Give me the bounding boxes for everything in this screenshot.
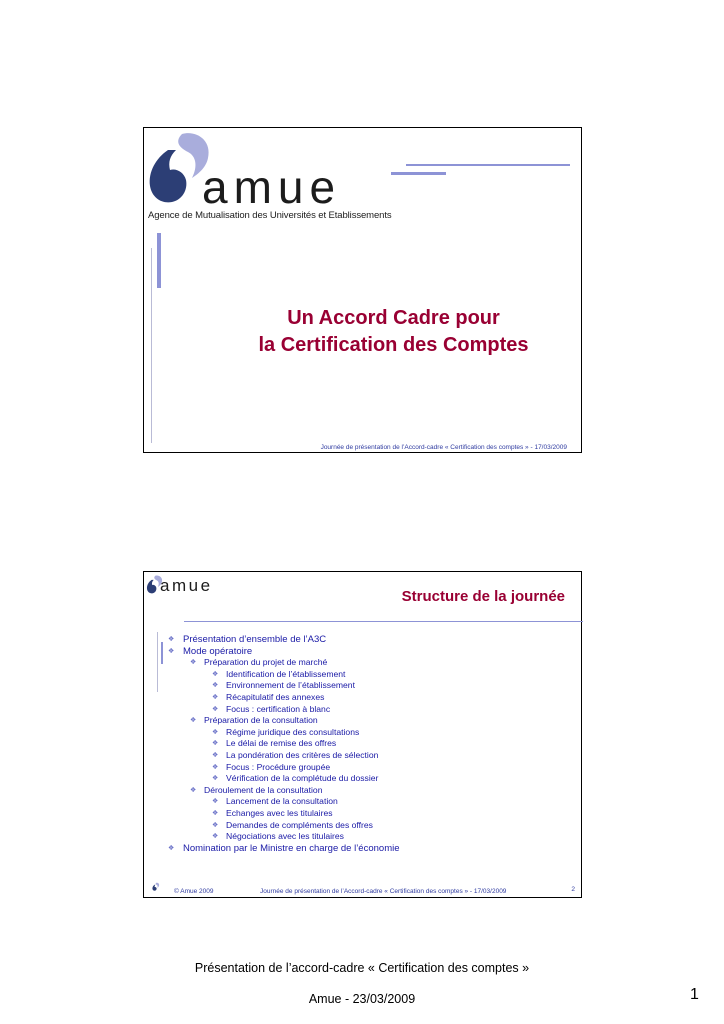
bullet-icon: ❖ bbox=[190, 786, 197, 794]
logo-wordmark: amue bbox=[160, 576, 213, 595]
outline-item-text: Présentation d’ensemble de l’A3C bbox=[183, 634, 327, 645]
bullet-icon: ❖ bbox=[168, 636, 175, 643]
outline-item-level-3 bbox=[166, 831, 400, 843]
outline-item-level-1 bbox=[166, 843, 400, 855]
bullet-icon: ❖ bbox=[212, 763, 219, 771]
bullet-icon: ❖ bbox=[212, 682, 219, 690]
outline-item-level-3 bbox=[166, 727, 400, 739]
outline-item-text: Echanges avec les titulaires bbox=[226, 807, 333, 818]
bullet-icon: ❖ bbox=[212, 751, 219, 759]
outline-item-text: Environnement de l’établissement bbox=[226, 680, 355, 691]
bullet-icon: ❖ bbox=[212, 705, 219, 713]
outline-item-text: Négociations avec les titulaires bbox=[226, 831, 344, 842]
outline-item-text: Identification de l’établissement bbox=[226, 668, 346, 679]
outline-item-text: Lancement de la consultation bbox=[226, 796, 338, 807]
slide-1-footer: Journée de présentation de l’Accord-cadre « Certification des comptes » - 17/03/2009 bbox=[320, 444, 567, 451]
bullet-icon: ❖ bbox=[212, 833, 219, 841]
bullet-icon: ❖ bbox=[212, 775, 219, 783]
outline-item-level-2 bbox=[166, 715, 400, 727]
outline-item-level-2 bbox=[166, 785, 400, 797]
outline-item-text: Demandes de compléments des offres bbox=[226, 819, 373, 830]
bullet-icon: ❖ bbox=[190, 659, 197, 667]
decor-line-vertical-thick bbox=[157, 233, 161, 288]
agenda-outline bbox=[166, 634, 400, 854]
outline-item-text: Vérification de la complétude du dossier bbox=[226, 773, 379, 784]
bullet-icon: ❖ bbox=[212, 728, 219, 736]
outline-item-text: Préparation du projet de marché bbox=[204, 657, 328, 668]
decor-line-vertical-thin bbox=[151, 248, 152, 443]
decor-line-top-short bbox=[391, 172, 446, 175]
slide-1-title-line-1: Un Accord Cadre pour bbox=[287, 307, 500, 329]
outline-item-level-3 bbox=[166, 808, 400, 820]
bullet-icon: ❖ bbox=[212, 693, 219, 701]
slide-1-title-line-2: la Certification des Comptes bbox=[258, 334, 529, 356]
decor-line-top bbox=[406, 164, 570, 166]
outline-item-level-1 bbox=[166, 634, 400, 646]
bullet-icon: ❖ bbox=[212, 809, 219, 817]
outline-item-text: Régime juridique des consultations bbox=[226, 726, 360, 737]
outline-item-text: Préparation de la consultation bbox=[204, 715, 318, 726]
outline-item-level-3 bbox=[166, 680, 400, 692]
outline-item-level-3 bbox=[166, 796, 400, 808]
slide-2-footer-copyright: © Amue 2009 bbox=[174, 888, 214, 895]
amue-logo-mark-small-icon bbox=[152, 882, 160, 892]
slide-2-title: Structure de la journée bbox=[401, 588, 565, 605]
page-footer-title: Présentation de l’accord-cadre « Certification des comptes » bbox=[194, 961, 530, 975]
outline-item-level-3 bbox=[166, 750, 400, 762]
outline-item-text: Mode opératoire bbox=[183, 645, 253, 657]
slide-2 bbox=[143, 571, 582, 898]
outline-item-text: Récapitulatif des annexes bbox=[226, 691, 325, 702]
decor-line-vertical-thick bbox=[161, 642, 163, 664]
page-footer-date: Amue - 23/03/2009 bbox=[308, 992, 416, 1006]
outline-item-level-3 bbox=[166, 669, 400, 681]
outline-item-level-3 bbox=[166, 704, 400, 716]
outline-item-text: Focus : certification à blanc bbox=[226, 703, 331, 714]
page-number: 1 bbox=[690, 986, 699, 1003]
decor-line-header bbox=[184, 621, 583, 622]
outline-item-text: Focus : Procédure groupée bbox=[226, 761, 331, 772]
slide-2-number: 2 bbox=[571, 886, 575, 893]
bullet-icon: ❖ bbox=[212, 670, 219, 678]
bullet-icon: ❖ bbox=[212, 821, 219, 829]
outline-item-level-3 bbox=[166, 738, 400, 750]
bullet-icon: ❖ bbox=[212, 740, 219, 748]
outline-item-text: La pondération des critères de sélection bbox=[226, 749, 379, 760]
outline-item-text: Déroulement de la consultation bbox=[204, 784, 323, 795]
outline-item-level-2 bbox=[166, 657, 400, 669]
logo-subtitle: Agence de Mutualisation des Universités et Etablissements bbox=[148, 210, 392, 221]
bullet-icon: ❖ bbox=[212, 798, 219, 806]
outline-item-level-3 bbox=[166, 692, 400, 704]
outline-item-text: Le délai de remise des offres bbox=[226, 738, 337, 749]
bullet-icon: ❖ bbox=[168, 844, 175, 852]
outline-item-level-3 bbox=[166, 762, 400, 774]
outline-item-level-1 bbox=[166, 646, 400, 658]
amue-logo bbox=[146, 130, 392, 222]
decor-line-vertical-thin bbox=[157, 632, 158, 692]
outline-item-level-3 bbox=[166, 773, 400, 785]
bullet-icon: ❖ bbox=[190, 717, 197, 725]
slide-2-footer: Journée de présentation de l’Accord-cadre « Certification des comptes » - 17/03/2009 bbox=[260, 888, 507, 895]
slide-1 bbox=[143, 127, 582, 453]
bullet-icon: ❖ bbox=[168, 647, 175, 655]
logo-wordmark: amue bbox=[202, 161, 342, 213]
outline-item-level-3 bbox=[166, 820, 400, 832]
outline-item-text: Nomination par le Ministre en charge de l’économie bbox=[183, 842, 400, 854]
